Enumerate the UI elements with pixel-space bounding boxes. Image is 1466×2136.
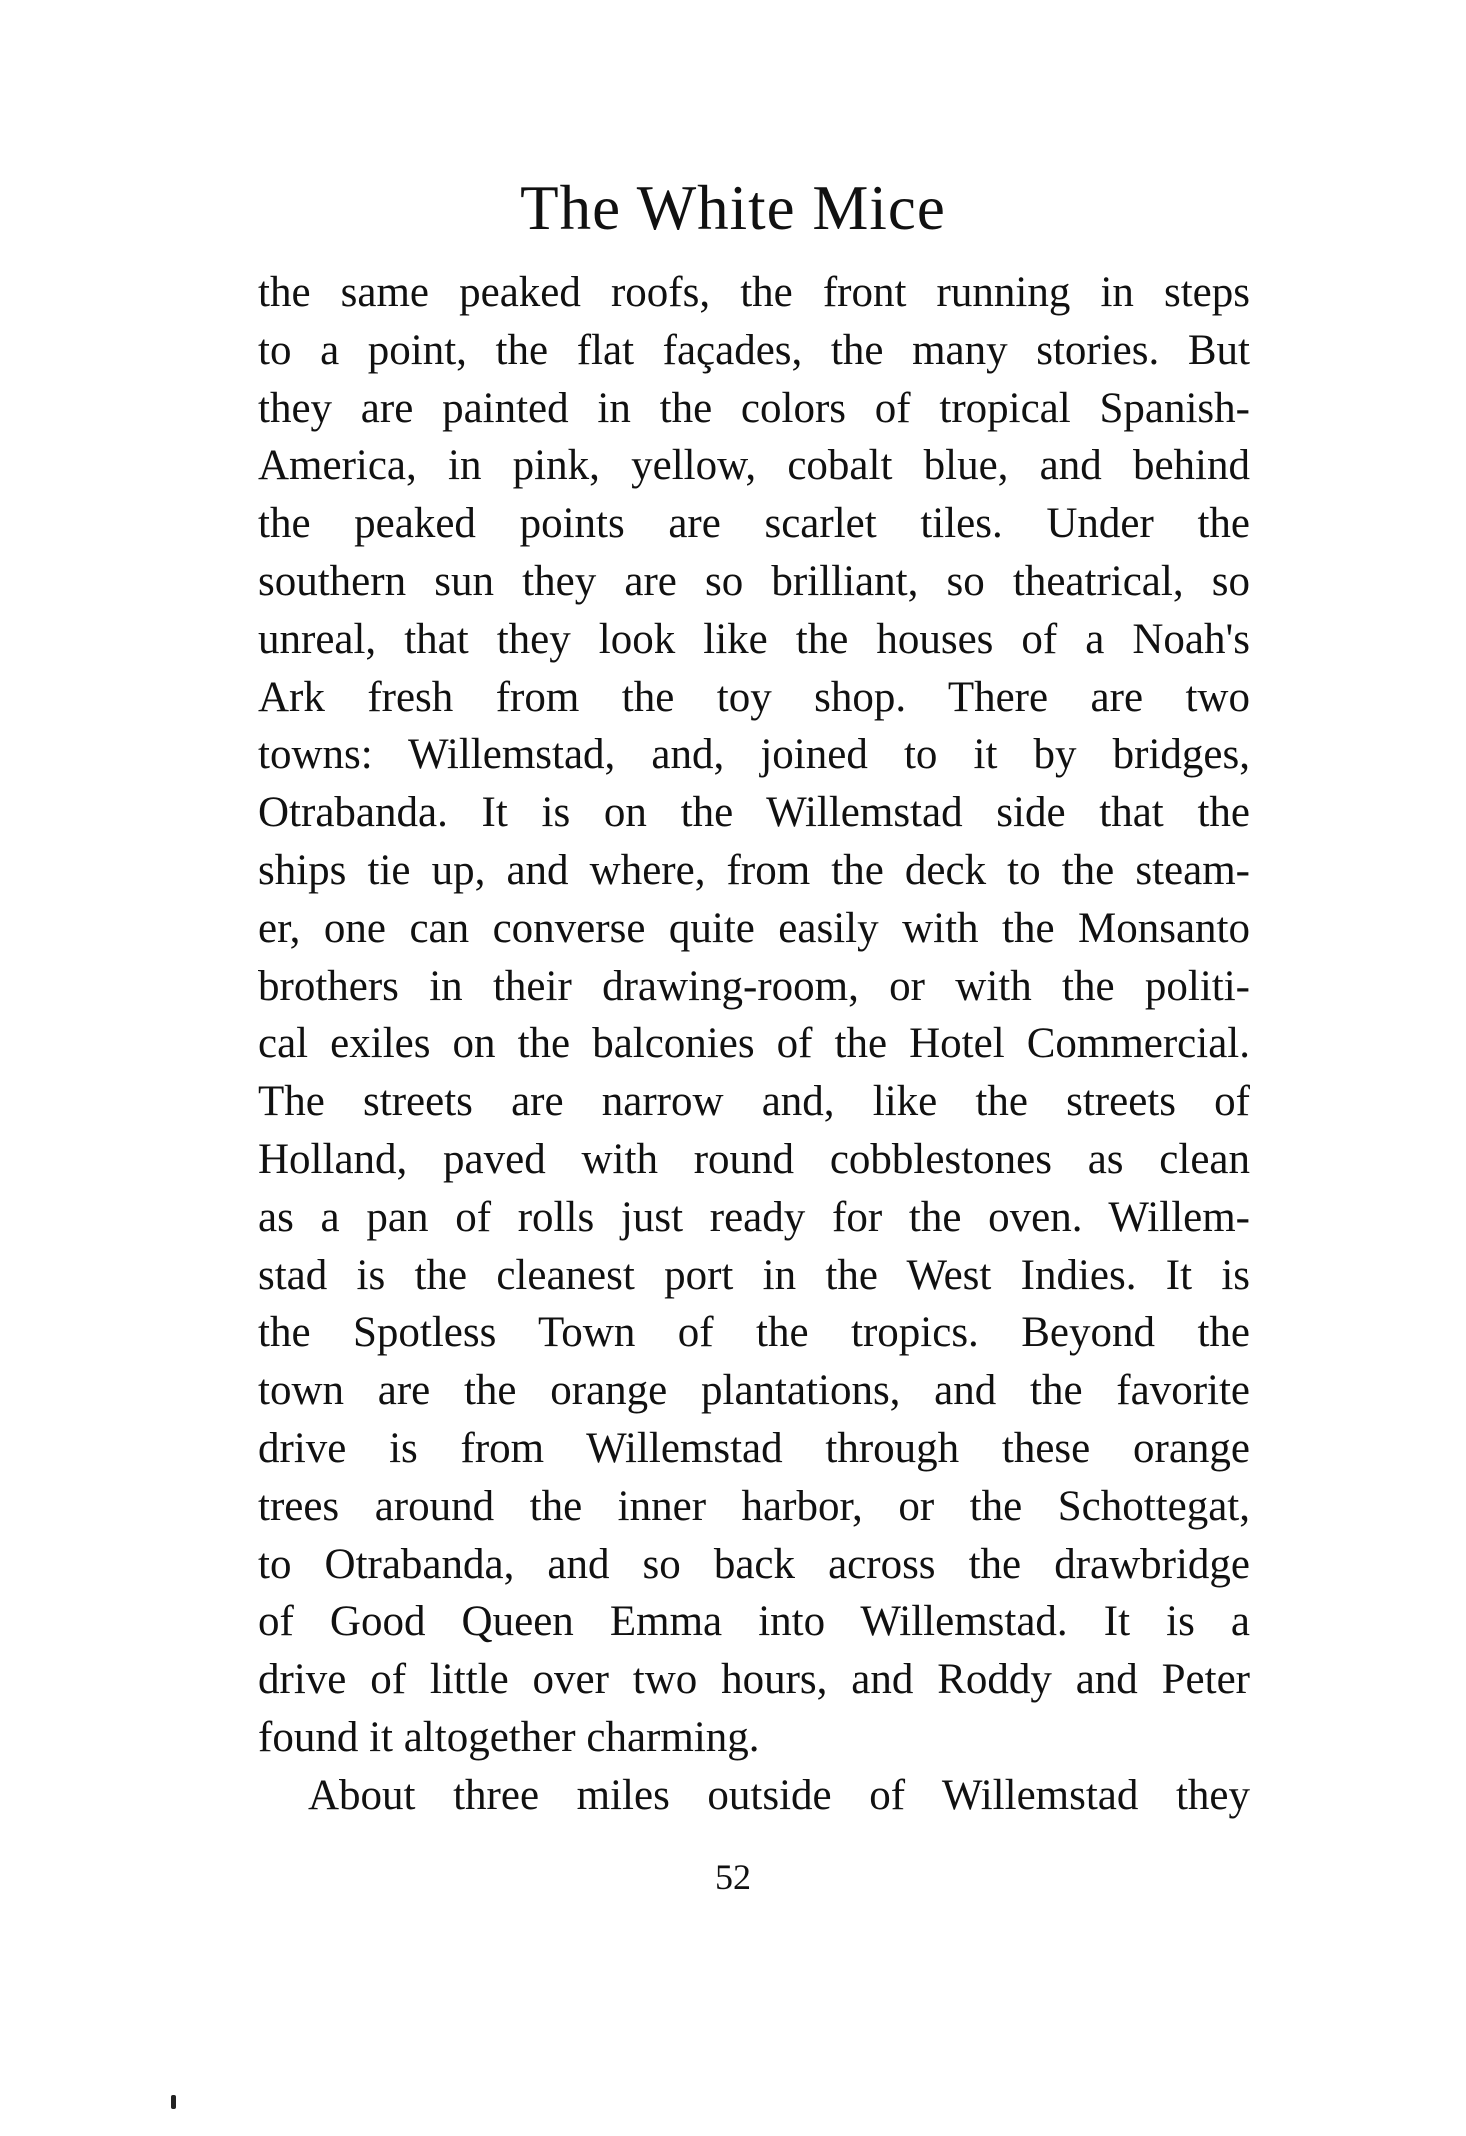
text-line: to a point, the flat façades, the many stories. But (258, 326, 1250, 374)
text-line: they are painted in the colors of tropical Spanish- (258, 384, 1250, 432)
text-line: drive is from Willemstad through these orange (258, 1424, 1250, 1472)
text-line: the peaked points are scarlet tiles. Under the (258, 500, 1250, 548)
text-line: The streets are narrow and, like the streets of (258, 1078, 1250, 1126)
text-line: towns: Willemstad, and, joined to it by bridges, (258, 731, 1250, 779)
paragraph-end-line: found it altogether charming. (258, 1713, 760, 1761)
text-line: Otrabanda. It is on the Willemstad side that the (258, 789, 1250, 837)
body-text (258, 264, 1250, 1825)
text-line: Ark fresh from the toy shop. There are two (258, 673, 1250, 721)
text-line: the Spotless Town of the tropics. Beyond the (258, 1309, 1250, 1357)
text-line: town are the orange plantations, and the favorite (258, 1367, 1250, 1415)
text-line: drive of little over two hours, and Roddy and Peter (258, 1656, 1250, 1704)
running-title: The White Mice (520, 173, 946, 243)
page-number: 52 (715, 1857, 751, 1897)
text-line: as a pan of rolls just ready for the oven. Willem- (258, 1193, 1250, 1241)
print-speck (171, 2095, 176, 2109)
text-line: brothers in their drawing-room, or with the politi- (258, 962, 1250, 1010)
text-line: er, one can converse quite easily with the Monsanto (258, 904, 1250, 952)
text-line: cal exiles on the balconies of the Hotel Commercial. (258, 1020, 1250, 1068)
text-line: the same peaked roofs, the front running in steps (258, 269, 1250, 316)
paragraph-start-line: About three miles outside of Willemstad they (308, 1771, 1250, 1819)
text-line: trees around the inner harbor, or the Schottegat, (258, 1482, 1250, 1530)
text-line: stad is the cleanest port in the West Indies. It is (258, 1251, 1250, 1299)
text-line: ships tie up, and where, from the deck to the steam- (258, 846, 1250, 894)
text-line: Holland, paved with round cobblestones as clean (258, 1135, 1250, 1183)
text-line: to Otrabanda, and so back across the drawbridge (258, 1540, 1250, 1588)
text-line: southern sun they are so brilliant, so theatrical, so (258, 557, 1250, 605)
text-line: of Good Queen Emma into Willemstad. It is a (258, 1598, 1250, 1646)
text-line: America, in pink, yellow, cobalt blue, and behind (258, 442, 1250, 490)
text-line: unreal, that they look like the houses of a Noah's (258, 615, 1250, 663)
